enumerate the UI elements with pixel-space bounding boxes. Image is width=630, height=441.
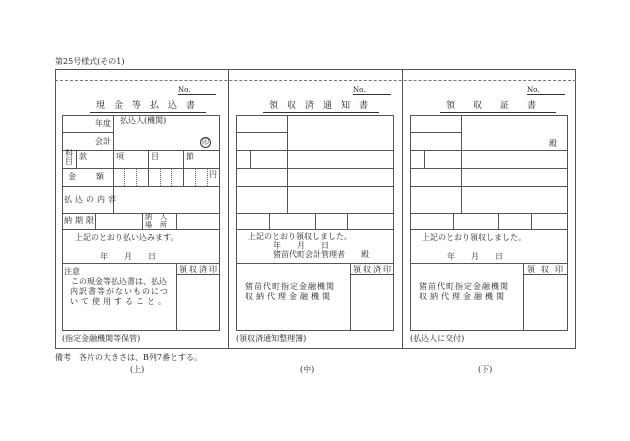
number-field: No. [178, 86, 216, 95]
remark: 備考 各片の大きさは、B列7番とする。 [55, 353, 202, 362]
note-line: この現金等払込書は、払込 [71, 277, 167, 286]
yen-label: 円 [209, 170, 217, 179]
number-field: No. [353, 86, 391, 95]
table-rule [347, 213, 348, 229]
table-rule [236, 132, 287, 133]
content-label: 払込の内容 [64, 195, 119, 204]
table-rule [62, 263, 220, 264]
table-rule [315, 213, 316, 229]
table-rule [250, 150, 251, 168]
panel-title: 領収済通知書 [263, 98, 379, 113]
date-line: 年 月 日 [273, 241, 329, 250]
note-line: いて使用すること。 [70, 297, 169, 306]
table-rule [269, 213, 270, 229]
form-label: 第25号様式(その1) [55, 57, 125, 66]
table-rule [236, 150, 394, 151]
bank-line: 猪苗代町指定金融機関 [245, 282, 335, 291]
panel-footer: (指定金融機関等保管) [62, 334, 141, 343]
table-rule [124, 168, 125, 186]
amount-label: 金 額 [68, 172, 110, 181]
place-label: 納入場所 [145, 213, 175, 229]
table-rule [136, 168, 137, 186]
panel-title: 現金等払込書 [90, 98, 206, 113]
table-rule [236, 186, 394, 187]
table-rule [171, 168, 172, 186]
stamp-label: 領収印 [527, 265, 569, 274]
table-rule [410, 263, 568, 264]
statement: 上記のとおり払い込みます。 [75, 233, 179, 242]
table-rule [531, 213, 532, 229]
statement: 上記のとおり領収しました。 [248, 232, 352, 241]
table-rule [207, 168, 208, 186]
table-rule [287, 115, 288, 213]
table-rule [62, 132, 113, 133]
setsu-label: 節 [186, 152, 194, 161]
addressee: 猪苗代町会計管理者 殿 [273, 250, 369, 259]
stamp-label: 領収済印 [179, 265, 219, 274]
statement: 上記のとおり領収しました。 [422, 233, 526, 242]
moku-label: 目 [151, 152, 159, 161]
kou-label: 項 [116, 152, 124, 161]
table-rule [236, 168, 394, 169]
number-field: No. [527, 86, 565, 95]
panel-title: 領収証書 [440, 98, 556, 113]
table-rule [183, 150, 184, 186]
seal-mark: 印 [202, 138, 209, 146]
table-rule [410, 150, 568, 151]
table-rule [62, 150, 220, 151]
fiscal-year-label: 年度 [95, 119, 111, 128]
stamp-label: 領収済印 [353, 265, 393, 274]
table-rule [410, 168, 568, 169]
panel-divider [402, 69, 403, 349]
bank-line: 猪苗代町指定金融機関 [419, 282, 509, 291]
table-rule [236, 229, 394, 230]
table-rule [453, 213, 454, 229]
table-rule [410, 229, 568, 230]
panel-footer: (払込人に交付) [410, 334, 465, 343]
account-label: 会計 [95, 137, 111, 146]
part-label-upper: (上) [130, 365, 145, 374]
table-rule [424, 150, 425, 168]
table-rule [62, 213, 220, 214]
payer-label: 払込人(機関) [120, 116, 167, 125]
table-rule [62, 186, 220, 187]
note-line: 内訳書等がないものにつ [70, 287, 169, 296]
table-rule [160, 168, 161, 186]
panel-footer: (領収済通知整理簿) [236, 334, 307, 343]
table-rule [62, 168, 220, 169]
table-rule [236, 263, 394, 264]
table-rule [62, 229, 220, 230]
table-rule [195, 168, 196, 186]
table-rule [176, 213, 177, 229]
perforation-line [55, 80, 576, 81]
table-rule [410, 186, 568, 187]
kamoku-label: 科目 [65, 149, 73, 166]
bank-line: 収納代理金融機関 [419, 292, 507, 301]
dono-label: 殿 [549, 139, 557, 148]
note-title: 注意 [64, 267, 80, 276]
date-line: 年 月 日 [447, 252, 503, 261]
part-label-lower: (下) [478, 365, 493, 374]
panel-divider [228, 69, 229, 349]
kan-label: 款 [79, 152, 87, 161]
table-rule [76, 150, 77, 168]
due-label: 納期限 [64, 216, 97, 225]
table-rule [498, 213, 499, 229]
date-line: 年 月 日 [100, 252, 156, 261]
table-rule [148, 150, 149, 186]
table-rule [410, 213, 568, 214]
table-rule [142, 213, 143, 229]
part-label-middle: (中) [300, 365, 315, 374]
table-rule [461, 115, 462, 213]
table-rule [410, 132, 461, 133]
bank-line: 収納代理金融機関 [245, 292, 333, 301]
